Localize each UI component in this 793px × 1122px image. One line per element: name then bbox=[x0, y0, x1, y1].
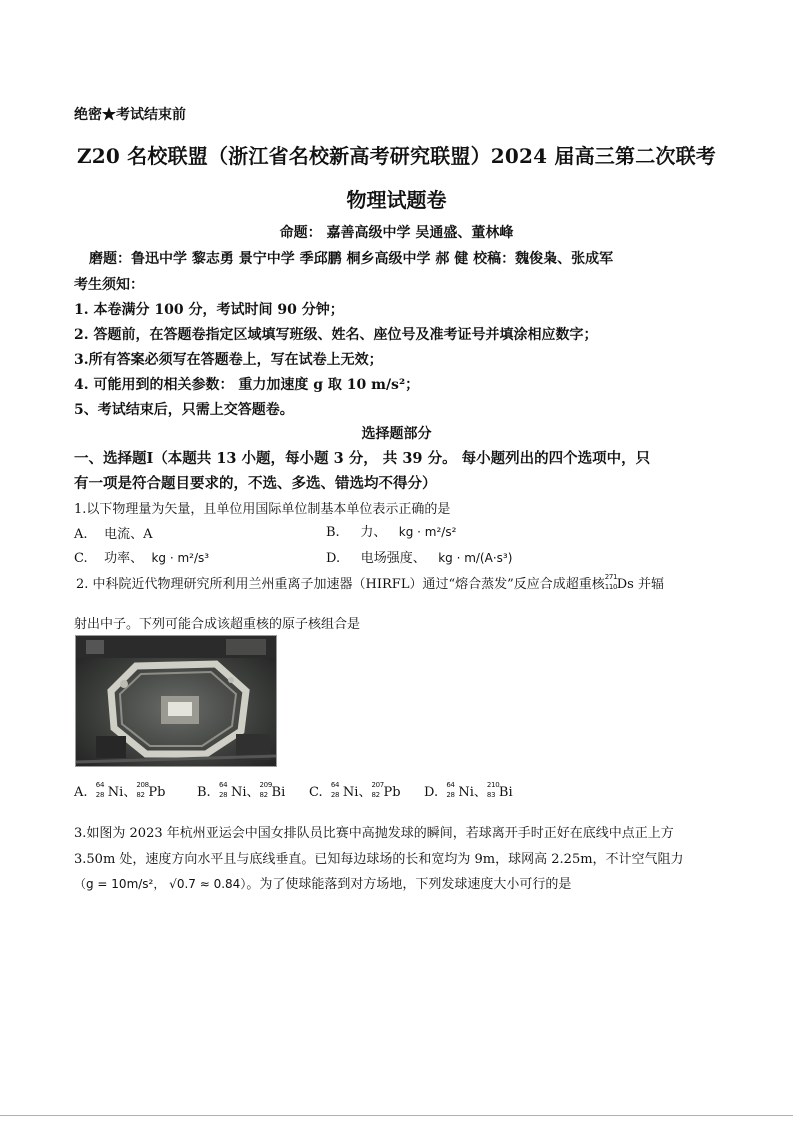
nucleus-2 bbox=[259, 781, 286, 800]
option-unit: kg · m²/s² bbox=[398, 525, 457, 539]
secret-label: 绝密★考试结束前 bbox=[74, 107, 186, 123]
q2-stem-text: 2. 中科院近代物理研究所利用兰州重离子加速器（HIRFL）通过“熔合蒸发”反应合成超重核 bbox=[76, 577, 605, 592]
accelerator-photo bbox=[75, 635, 277, 767]
q2-option-d: D. 64 28 Ni、 210 83 Bi bbox=[424, 781, 513, 800]
part-instruction-line1: 一、选择题Ⅰ（本题共 13 小题，每小题 3 分， 共 39 分。 每小题列出的四个选项中，只 bbox=[74, 450, 651, 467]
atomic-number: 110 bbox=[604, 583, 618, 591]
nucleus-1 bbox=[218, 781, 247, 800]
mass-number: 207 bbox=[371, 781, 384, 789]
atomic-number: 83 bbox=[486, 791, 496, 799]
element-symbol: Bi bbox=[498, 785, 513, 800]
mass-number: 64 bbox=[446, 781, 455, 789]
nucleus-1 bbox=[446, 781, 474, 800]
option-label: A. bbox=[74, 785, 88, 800]
accelerator-image bbox=[76, 636, 277, 767]
mass-number: 210 bbox=[486, 781, 500, 789]
option-label: B. bbox=[326, 525, 340, 540]
atomic-number: 82 bbox=[371, 791, 380, 799]
reviewer-line: 磨题：鲁迅中学 黎志勇 景宁中学 季邱鹏 桐乡高级中学 郝 健 校稿：魏俊枭、张成军 bbox=[89, 251, 614, 267]
nucleus-ds bbox=[604, 573, 634, 592]
nucleus-2 bbox=[486, 781, 513, 800]
option-label: C. bbox=[309, 785, 323, 800]
q3-stem-text: 。为了使球能落到对方场地，下列发球速度大小可行的是 bbox=[246, 877, 572, 892]
notice-item-4: 4. 可能用到的相关参数： 重力加速度 g 取 10 m/s²； bbox=[74, 377, 420, 393]
q2-option-a: A. 64 28 Ni、 208 82 Pb bbox=[74, 781, 166, 800]
element-symbol: Pb bbox=[383, 785, 401, 800]
q1-option-a bbox=[74, 523, 152, 542]
element-symbol: Ni bbox=[107, 785, 124, 800]
q1-option-b bbox=[326, 521, 456, 540]
q1-option-d bbox=[326, 547, 512, 566]
atomic-number: 28 bbox=[218, 791, 228, 799]
element-symbol: Ni bbox=[342, 785, 359, 800]
option-label: A. bbox=[74, 527, 88, 542]
notice-item-5: 5、考试结束后，只需上交答题卷。 bbox=[74, 402, 294, 418]
atomic-number: 28 bbox=[330, 791, 340, 799]
mass-number: 208 bbox=[136, 781, 149, 789]
atomic-number: 28 bbox=[95, 791, 105, 799]
mass-number: 64 bbox=[218, 781, 228, 789]
option-label: D. bbox=[424, 785, 439, 800]
q1-stem: 1.以下物理量为矢量，且单位用国际单位制基本单位表示正确的是 bbox=[74, 502, 451, 517]
part-instruction-line2: 有一项是符合题目要求的，不选、多选、错选均不得分） bbox=[74, 475, 437, 492]
mass-number: 271 bbox=[604, 573, 618, 581]
option-unit: kg · m²/s³ bbox=[151, 551, 210, 565]
q2-option-c: C. 64 28 Ni、 207 82 Pb bbox=[309, 781, 401, 800]
q2-option-b: B. 64 28 Ni、 209 82 Bi bbox=[197, 781, 286, 800]
section-title: 选择题部分 bbox=[361, 426, 432, 442]
element-symbol: Ni bbox=[230, 785, 247, 800]
option-text: 电场强度、 bbox=[360, 551, 426, 566]
q2-stem-line2: 射出中子。下列可能合成该超重核的原子核组合是 bbox=[74, 617, 361, 632]
option-text: 电流、A bbox=[104, 527, 153, 542]
nucleus-2 bbox=[136, 781, 166, 800]
nucleus-1 bbox=[95, 781, 124, 800]
element-symbol: Ds bbox=[616, 577, 634, 592]
nucleus-1 bbox=[330, 781, 359, 800]
element-symbol: Pb bbox=[148, 785, 166, 800]
element-symbol: Ni bbox=[458, 785, 474, 800]
option-label: D. bbox=[326, 551, 341, 566]
notice-item-2: 2. 答题前，在答题卷指定区域填写班级、姓名、座位号及准考证号并填涂相应数字； bbox=[74, 327, 598, 343]
mass-number: 64 bbox=[330, 781, 340, 789]
option-label: C. bbox=[74, 551, 88, 566]
atomic-number: 82 bbox=[136, 791, 145, 799]
atomic-number: 28 bbox=[446, 791, 455, 799]
option-unit: kg · m/(A·s³) bbox=[438, 551, 513, 565]
q3-stem-line2: 3.50m 处，速度方向水平且与底线垂直。已知每边球场的长和宽均为 9m，球网高 2.25m，不计空气阻力 bbox=[74, 852, 684, 867]
notice-item-3: 3.所有答案必须写在答题卷上，写在试卷上无效； bbox=[74, 352, 383, 368]
exam-title: Z20 名校联盟（浙江省名校新高考研究联盟）2024 届高三第二次联考 bbox=[76, 144, 717, 168]
notice-item-1: 1. 本卷满分 100 分，考试时间 90 分钟； bbox=[74, 302, 344, 318]
q2-stem-text-end: 并辐 bbox=[633, 577, 664, 592]
mass-number: 209 bbox=[259, 781, 272, 789]
option-label: B. bbox=[197, 785, 211, 800]
notice-title: 考生须知： bbox=[74, 277, 144, 293]
nucleus-2 bbox=[371, 781, 401, 800]
q3-stem-line3 bbox=[74, 873, 571, 892]
atomic-number: 82 bbox=[259, 791, 268, 799]
setter-line: 命题： 嘉善高级中学 吴通盛、董林峰 bbox=[279, 225, 514, 241]
q3-stem-line1: 3.如图为 2023 年杭州亚运会中国女排队员比赛中高抛发球的瞬间，若球离开手时正好在底线中点正上方 bbox=[74, 826, 674, 841]
option-text: 力、 bbox=[360, 525, 387, 540]
q2-stem-line1 bbox=[76, 573, 664, 592]
exam-subtitle: 物理试题卷 bbox=[346, 188, 447, 212]
page-bottom-divider bbox=[0, 1115, 793, 1116]
element-symbol: Bi bbox=[271, 785, 286, 800]
option-text: 功率、 bbox=[104, 551, 144, 566]
q3-parameters: （g = 10m/s²， √0.7 ≈ 0.84） bbox=[74, 877, 247, 891]
q1-option-c bbox=[74, 547, 209, 566]
mass-number: 64 bbox=[95, 781, 105, 789]
